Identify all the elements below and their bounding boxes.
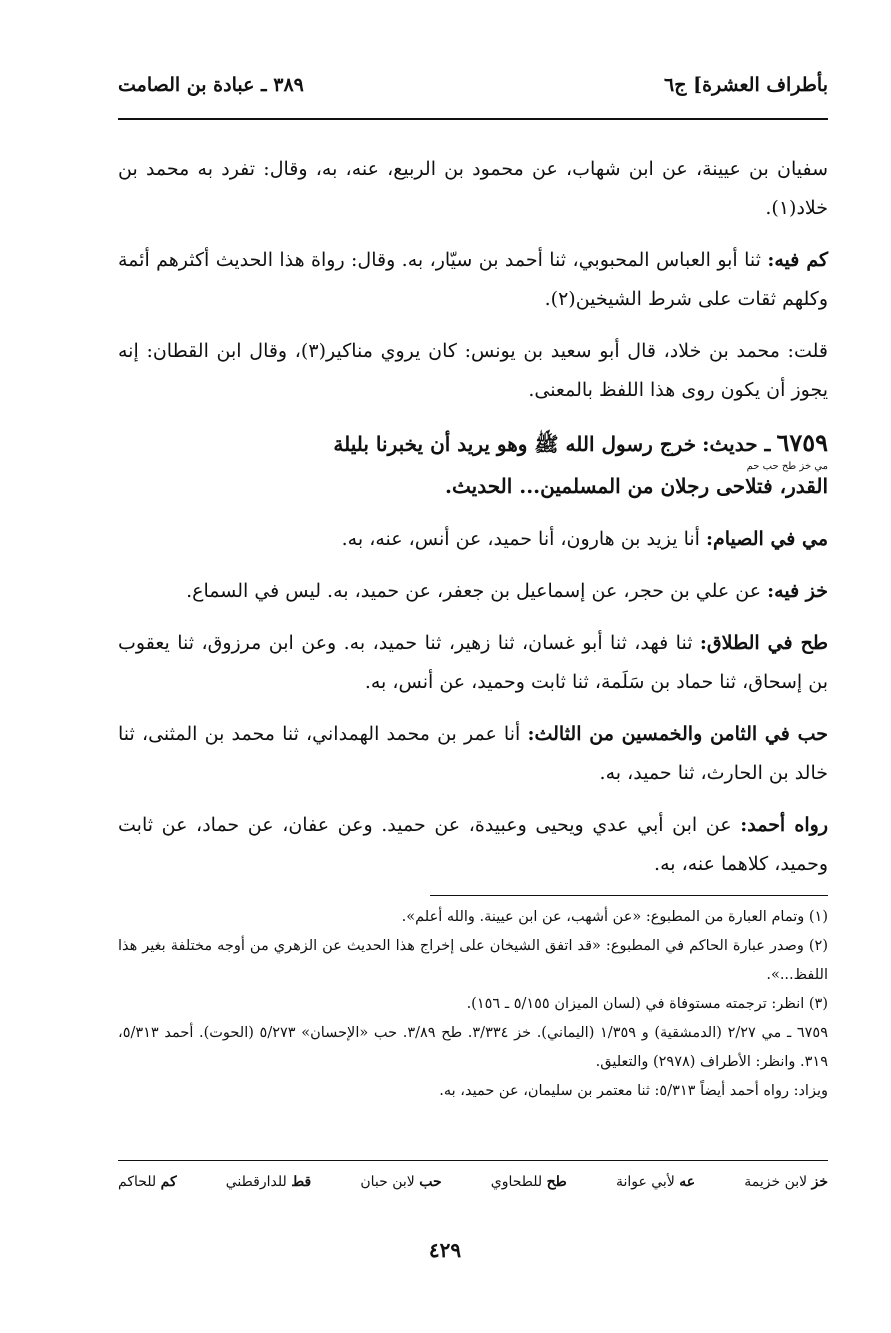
hadith-text-line-1: خرج رسول الله ﷺ وهو يريد أن يخبرنا بليلة	[333, 432, 697, 456]
key-entry	[118, 1174, 177, 1190]
footnote: ٦٧٥٩ ـ مي ٢/٢٧ (الدمشقية) و ١/٣٥٩ (اليماني). خز ٣/٣٣٤. طح ٣/٨٩. حب «الإحسان» ٥/٢٧٣ (الحوت). أحمد ٥/٣١٣، ٣١٩. وانظر: الأطراف (٢٩٧٨) والتعليق.	[118, 1025, 829, 1070]
paragraph	[118, 241, 828, 319]
key-code: كم	[160, 1174, 177, 1190]
key-code: طح	[546, 1174, 567, 1190]
source-lead: حب في الثامن والخمسين من الثالث:	[527, 723, 828, 745]
key-name: لابن خزيمة	[744, 1174, 808, 1190]
source-text: أنا عمر بن محمد الهمداني، ثنا محمد بن المثنى، ثنا خالد بن الحارث، ثنا حميد، به.	[118, 723, 828, 784]
key-divider	[118, 1160, 828, 1161]
key-name: للطحاوي	[490, 1174, 543, 1190]
source-lead: طح في الطلاق:	[699, 632, 828, 654]
source-lead: رواه أحمد:	[740, 814, 828, 836]
source-paragraph	[118, 806, 828, 884]
footnote: (٢) وصدر عبارة الحاكم في المطبوع: «قد اتفق الشيخان على إخراج هذا الحديث عن الزهري من أوجه مختلفة بغير هذا اللفظ...».	[118, 938, 828, 983]
abbreviation-key	[118, 1174, 828, 1190]
source-text: عن ابن أبي عدي ويحيى وعبيدة، عن حميد. وعن عفان، عن حماد، عن ثابت وحميد، كلاهما عنه، به.	[118, 814, 828, 875]
header-divider	[118, 118, 828, 120]
key-entry	[616, 1174, 695, 1190]
source-lead: خز فيه:	[767, 580, 828, 602]
key-code: حب	[419, 1174, 442, 1190]
paragraph	[118, 332, 828, 410]
paragraph-text: قلت: محمد بن خلاد، قال أبو سعيد بن يونس: كان يروي مناكير(٣)، وقال ابن القطان: إنه يجوز أن يكون روى هذا اللفظ بالمعنى.	[118, 340, 828, 401]
hadith-source-symbols: مي خز طح حب حم	[746, 461, 828, 472]
hadith-label: ـ حديث:	[702, 432, 771, 456]
source-text: أنا يزيد بن هارون، أنا حميد، عن أنس، عنه، به.	[341, 528, 706, 550]
source-paragraph	[118, 624, 828, 702]
key-code: عه	[679, 1174, 696, 1190]
paragraph-text: ثنا أبو العباس المحبوبي، ثنا أحمد بن سيّار، به. وقال: رواة هذا الحديث أكثرهم أئمة وكلهم ثقات على شرط الشيخين(٢).	[118, 249, 828, 310]
key-name: لأبي عوانة	[615, 1174, 675, 1190]
key-name: للحاكم	[118, 1174, 157, 1190]
source-paragraph	[118, 520, 828, 559]
source-paragraph	[118, 715, 828, 793]
source-text: ثنا فهد، ثنا أبو غسان، ثنا زهير، ثنا حميد، به. وعن ابن مرزوق، ثنا يعقوب بن إسحاق، ثنا حماد بن سَلَمة، ثنا ثابت وحميد، عن أنس، به.	[118, 632, 828, 693]
source-lead: مي في الصيام:	[705, 528, 828, 550]
book-title: بأطراف العشرة] ج٦	[664, 74, 828, 96]
footnote-divider	[430, 895, 828, 896]
key-entry	[491, 1174, 567, 1190]
footnotes	[118, 903, 828, 1106]
running-head	[118, 68, 828, 108]
key-entry	[360, 1174, 441, 1190]
paragraph-text: سفيان بن عيينة، عن ابن شهاب، عن محمود بن الربيع، عنه، به، وقال: تفرد به محمد بن خلاد(١).	[118, 158, 828, 219]
source-paragraph	[118, 572, 828, 611]
key-code: قط	[291, 1174, 312, 1190]
footnote: (٣) انظر: ترجمته مستوفاة في (لسان الميزان ٥/١٥٥ ـ ١٥٦).	[466, 996, 828, 1012]
source-text: عن علي بن حجر، عن إسماعيل بن جعفر، عن حميد، به. ليس في السماع.	[186, 580, 768, 602]
page-number: ٤٢٩	[428, 1238, 462, 1262]
hadith-text-line-2: القدر، فتلاحى رجلان من المسلمين... الحديث.	[445, 474, 828, 498]
key-code: خز	[811, 1174, 828, 1190]
key-entry	[744, 1174, 828, 1190]
key-name: للدارقطني	[225, 1174, 287, 1190]
key-name: لابن حبان	[360, 1174, 415, 1190]
main-text	[118, 150, 828, 897]
hadith-heading	[118, 423, 828, 507]
paragraph-lead: كم فيه:	[767, 249, 829, 271]
hadith-number: ٦٧٥٩	[776, 428, 828, 457]
footnote: ويزاد: رواه أحمد أيضاً ٥/٣١٣: ثنا معتمر بن سليمان، عن حميد، به.	[439, 1083, 828, 1099]
footnote: (١) وتمام العبارة من المطبوع: «عن أشهب، عن ابن عيينة. والله أعلم».	[401, 909, 828, 925]
paragraph	[118, 150, 828, 228]
key-entry	[226, 1174, 311, 1190]
section-title: ٣٨٩ ـ عبادة بن الصامت	[118, 74, 304, 96]
